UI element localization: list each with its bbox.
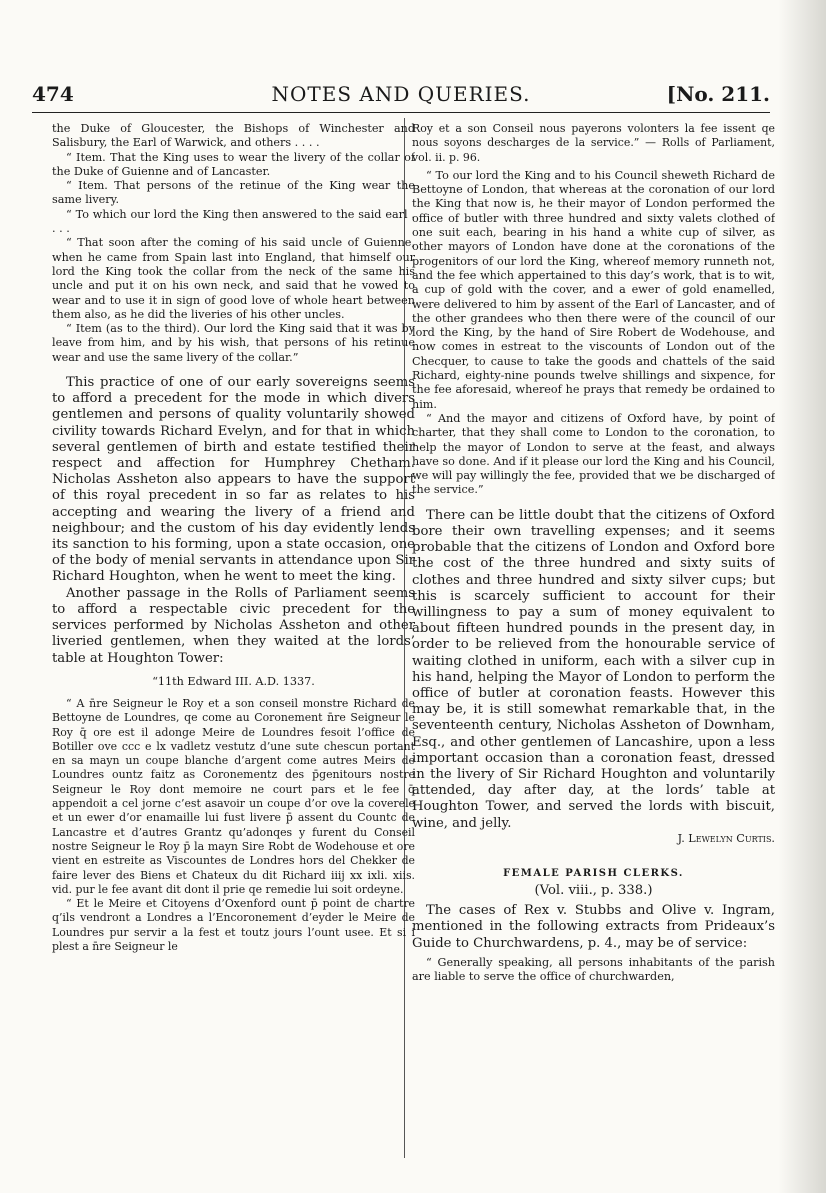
paragraph: “ To our lord the King and to his Council sheweth Richard de Bettoyne of London, that whereas at the coronation of our lord the King that now is, he their mayor of London performed the office of butler with three hundred and sixty valets clothed of one suit each, bearing in his hand a white cup of silver, as other mayors of London have done at the coronations of the progenitors of our lord the King, whereof memory runneth not, and the fee which appertained to this day’s work, that is to wit, a cup of gold with the cover, and a ewer of gold enamelled, were delivered to him by assent of the Earl of Lancaster, and of the other grandees who then there were of the council of our lord the King, by the hand of Sire Robert de Wodehouse, and now comes in estreat to the viscounts of London out of the Checquer, to cause to take the goods and chattels of the said Richard, eighty-nine pounds twelve shillings and sixpence, for the fee aforesaid, whereof he prays that remedy be ordained to him.: [412, 168, 775, 411]
paragraph: This practice of one of our early sovereigns seems to afford a precedent for the mode in which divers gentlemen and persons of quality voluntarily showed civility towards Richard Evelyn, and for that in which several gentlemen of birth and estate testified their respect and affection for Humphrey Chetham. Nicholas Assheton also appears to have the support of this royal precedent in so far as relates to his accepting and wearing the livery of a friend and neighbour; and the custom of his day evidently lends its sanction to his forming, upon a state occasion, one of the body of menial servants in attendance upon Sir Richard Houghton, when he went to meet the king.: [52, 375, 415, 585]
paragraph: “ Item. That persons of the retinue of the King wear the same livery.: [52, 179, 415, 207]
paragraph: “ And the mayor and citizens of Oxford have, by point of charter, that they shall come to London to the coronation, to help the mayor of London to serve at the feast, and always have so done. And if it please our lord the King and his Council, we will pay willingly the fee, provided that we be discharged of the service.”: [412, 411, 775, 497]
paragraph: Another passage in the Rolls of Parliament seems to afford a respectable civic precedent for the services performed by Nicholas Assheton and other liveried gentlemen, when they waited at the lords’ table at Houghton Tower:: [52, 585, 415, 666]
subheading: “11th Edward III. A.D. 1337.: [152, 674, 315, 688]
right-column: [412, 122, 775, 1038]
paragraph: “ A n̄re Seigneur le Roy et a son conseil monstre Richard de Bettoyne de Loundres, qe come au Coronement n̄re Seigneur le Roy q̄ ore est il adonge Meire de Loundres fesoit l’office de Botiller ove ccc e lx vadletz vestutz d’une sute chescun portant en sa mayn un coupe blanche d’argent come autres Meirs de Loundres ountz faitz as Coronementz des p̄genitours nostre Seigneur le Roy dont memoire ne court pars et le fee q̄ appendoit a cel jorne c’est asavoir un coupe d’or ove la coverele et un ewer d’or enamaille lui fust livere p̄ assent du Countc de Lancastre et d’autres Grantz qu’adonqes y furent du Conseil nostre Seigneur le Roy p̄ la mayn Sire Robt de Wodehouse et ore vient en estreite as Viscountes de Londres hors del Chekker de faire lever des Biens et Chateux du dit Richard iiij xx ixli. xiis. vid. pur le fee avant dit dont il prie qe remedie lui soit ordeyne.: [52, 697, 415, 896]
paragraph: “ Item (as to the third). Our lord the King said that it was by leave from him, and by his wish, that persons of his retinue wear and use the same livery of the collar.”: [52, 322, 415, 364]
paragraph: “ To which our lord the King then answered to the said earl . . . .: [52, 207, 415, 236]
header-rule: [32, 112, 770, 113]
section-title: FEMALE PARISH CLERKS.: [503, 868, 684, 880]
left-column: [52, 122, 415, 1158]
paragraph: “ Et le Meire et Citoyens d’Oxenford ount p̄ point de chartre q’ils vendront a Londres a l’Encoronement d’eyder le Meire de Loundres pur servir a la fest et toutz jours l’ount usee. Et si i plest a n̄re Seigneur le: [52, 897, 415, 954]
paragraph: “ Item. That the King uses to wear the livery of the collar of the Duke of Guienne and of Lancaster.: [52, 150, 415, 178]
signature: J. Lewelyn Curtis.: [677, 831, 775, 845]
paragraph: “ Generally speaking, all persons inhabitants of the parish are liable to serve the office of churchwarden,: [412, 955, 775, 984]
page-header: [32, 82, 770, 108]
paragraph: There can be little doubt that the citizens of Oxford bore their own travelling expenses; and it seems probable that the citizens of London and Oxford bore the cost of the three hundred and sixty suits of clothes and three hundred and sixty silver cups; but this is scarcely sufficient to account for their willingness to pay a sum of money equivalent to about fifteen hundred pounds in the present day, in order to be relieved from the honourable service of waiting clothed in uniform, each with a silver cup in his hand, helping the Mayor of London to perform the office of butler at coronation feasts. However this may be, it is still somewhat remarkable that, in the seventeenth century, Nicholas Assheton of Downham, Esq., and other gentlemen of Lancashire, upon a less important occasion than a coronation feast, dressed in the livery of Sir Richard Houghton and voluntarily attended, day after day, at the lords’ table at Houghton Tower, and served the lords with biscuit, wine, and jelly.: [412, 507, 775, 831]
page-number: 474: [32, 82, 74, 106]
running-title: NOTES AND QUERIES.: [271, 82, 531, 106]
paragraph: the Duke of Gloucester, the Bishops of Winchester and Salisbury, the Earl of Warwick, and others . . . .: [52, 122, 415, 150]
page-edge-shadow: [778, 0, 826, 1193]
issue-number: [No. 211.: [666, 82, 770, 106]
section-reference: (Vol. viii., p. 338.): [534, 883, 653, 899]
paragraph: Roy et a son Conseil nous payerons volonters la fee issent qe nous soyons descharges de la service.” — Rolls of Parliament, vol. ii. p. 96.: [412, 122, 775, 164]
paragraph: “ That soon after the coming of his said uncle of Guienne, when he came from Spain last into England, that himself our lord the King took the collar from the neck of the same his uncle and put it on his own neck, and said that he vowed to wear and to use it in sign of good love of whole heart between them also, as he did the liveries of his other uncles.: [52, 236, 415, 321]
paragraph: The cases of Rex v. Stubbs and Olive v. Ingram, mentioned in the following extracts from Prideaux’s Guide to Churchwardens, p. 4., may be of service:: [412, 903, 775, 951]
